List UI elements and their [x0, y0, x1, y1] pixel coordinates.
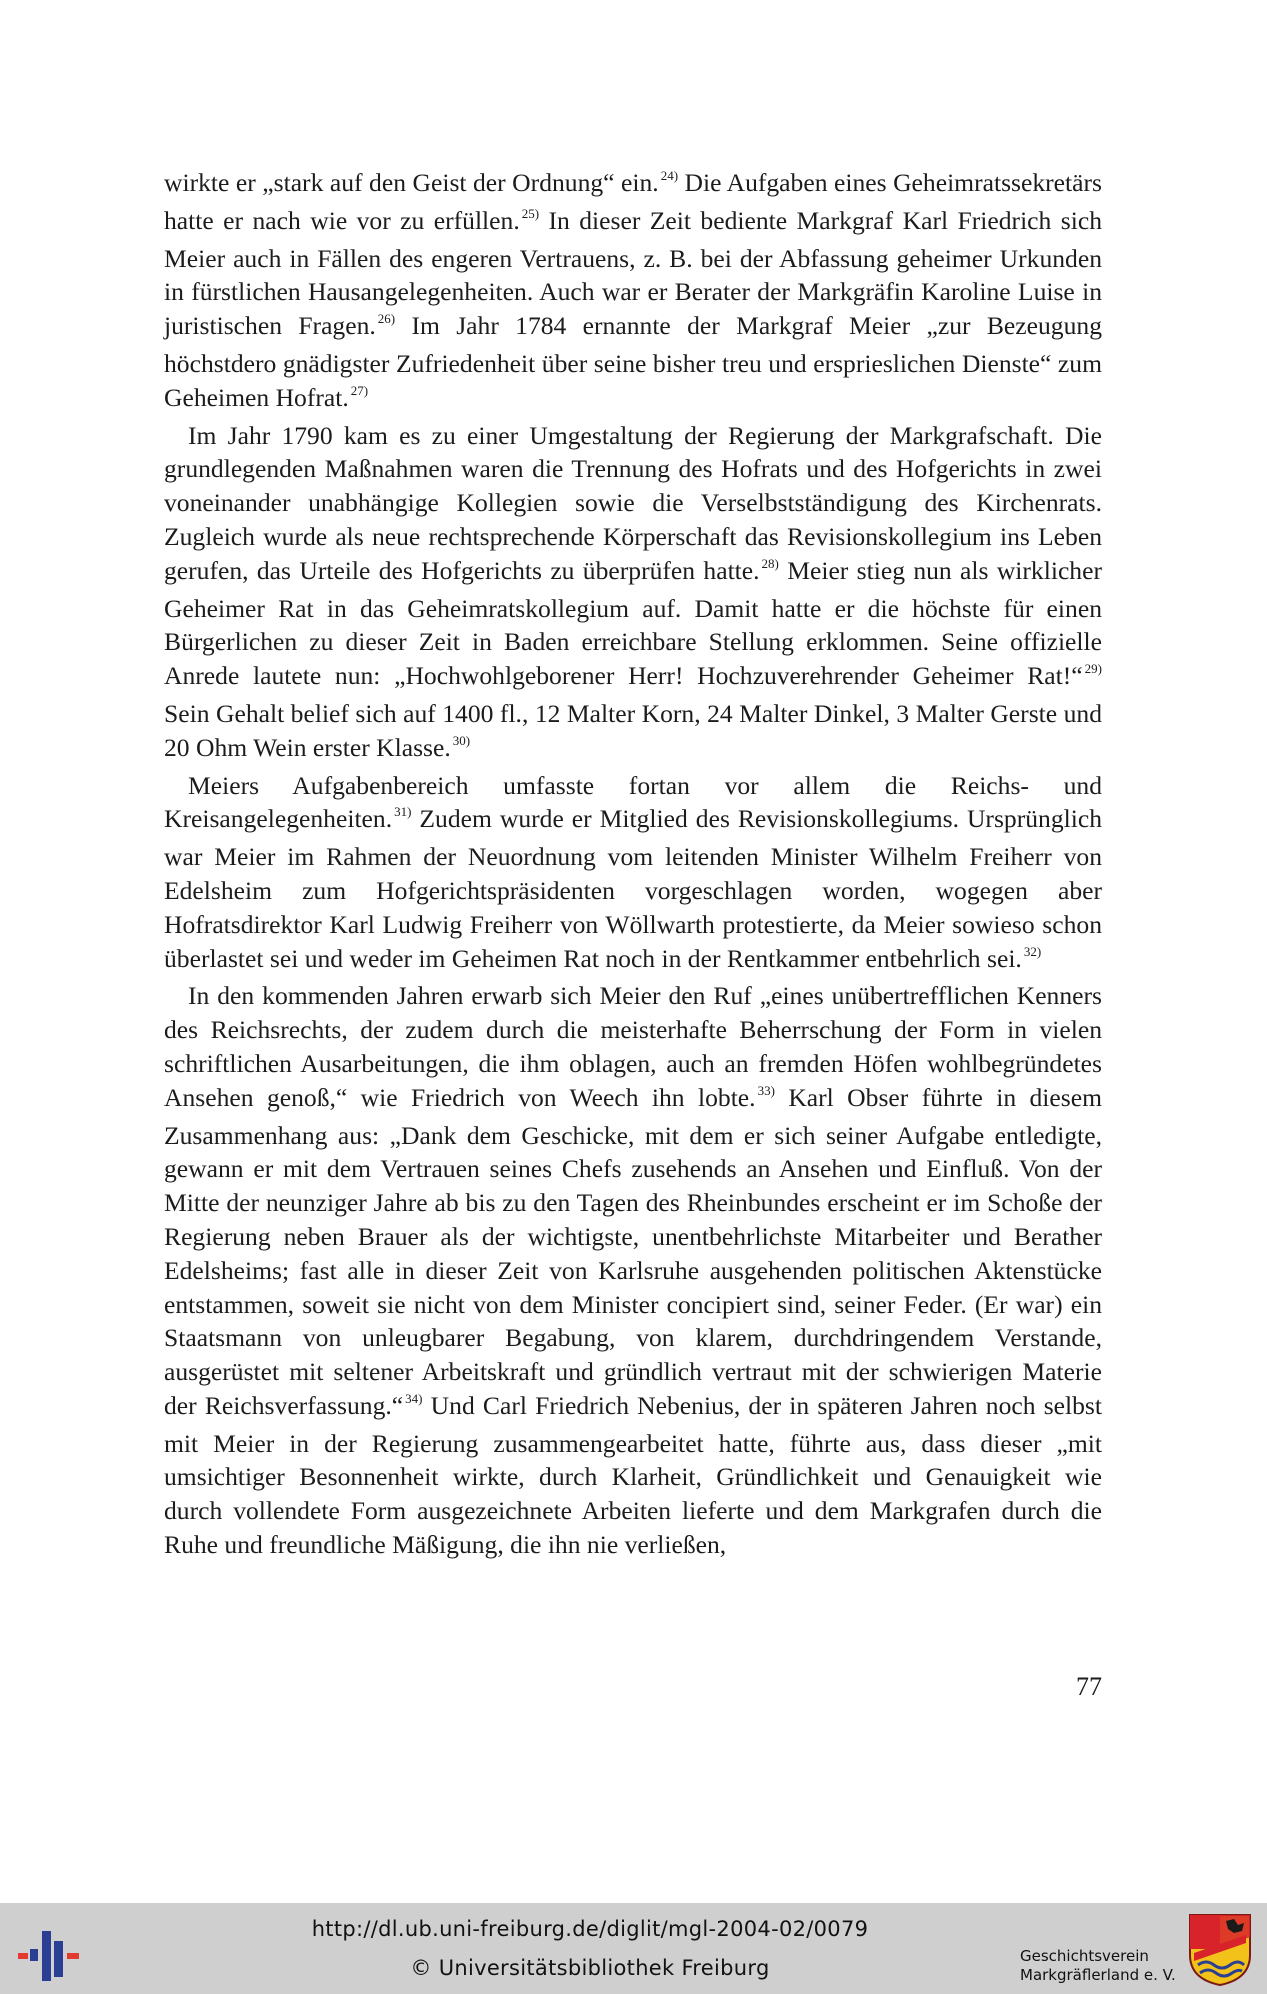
- society-name-line1: Geschichtsverein: [1020, 1947, 1149, 1965]
- footnote-reference[interactable]: 24): [660, 168, 679, 183]
- body-paragraph: [164, 769, 1102, 980]
- paragraph-text: wirkte er „stark auf den Geist der Ordnung“ ein.: [164, 168, 659, 197]
- footer-url-link[interactable]: http://dl.ub.uni-freiburg.de/diglit/mgl-2004-02/0079: [311, 1917, 869, 1941]
- body-text: [164, 166, 1102, 1562]
- footnote-reference[interactable]: 33): [757, 1082, 775, 1098]
- society-name: [1020, 1947, 1176, 1985]
- footnote-reference[interactable]: 31): [394, 804, 412, 820]
- ub-freiburg-logo-icon[interactable]: [16, 1923, 82, 1985]
- footnote-reference[interactable]: 28): [761, 555, 779, 571]
- footer-copyright: © Universitätsbibliothek Freiburg: [410, 1956, 770, 1980]
- paragraph-text: In dieser Zeit bediente Markgraf Karl Friedrich sich Meier auch in Fällen des engeren Vertrauens, z. B. bei der Abfassung geheimer Urkunden in fürstlichen Hausangelegenheiten. Auch war er Berater der Markgräfin Karoline Luise in juristischen Fragen.: [164, 205, 1102, 341]
- footnote-reference[interactable]: 34): [405, 1390, 423, 1406]
- paragraph-text: Sein Gehalt belief sich auf 1400 fl., 12 Malter Korn, 24 Malter Dinkel, 3 Malter Gerste und 20 Ohm Wein erster Klasse.: [164, 698, 1102, 762]
- coat-of-arms-icon[interactable]: [1188, 1913, 1252, 1987]
- paragraph-text: Im Jahr 1784 ernannte der Markgraf Meier „zur Bezeugung höchstdero gnädigster Zufriedenheit über seine bisher treu und ersprieslichen Dienste“ zum Geheimen Hofrat.: [164, 311, 1102, 412]
- footer-bar: [0, 1903, 1267, 1994]
- society-name-line2: Markgräflerland e. V.: [1020, 1966, 1176, 1984]
- paragraph-text: Zudem wurde er Mitglied des Revisionskollegiums. Ursprünglich war Meier im Rahmen der Neuordnung vom leitenden Minister Wilhelm Freiherr von Edelsheim zum Hofgerichtspräsidenten vorgeschlagen worden, wogegen aber Hofratsdirektor Karl Ludwig Freiherr von Wöllwarth protestierte, da Meier sowieso schon überlastet sei und weder im Geheimen Rat noch in der Rentkammer entbehrlich sei.: [164, 804, 1102, 973]
- body-paragraph: [164, 419, 1102, 769]
- paragraph-text: Im Jahr 1790 kam es zu einer Umgestaltung der Regierung der Markgrafschaft. Die grundlegenden Maßnahmen waren die Trennung des Hofrats und des Hofgerichts in zwei voneinander unabhängige Kollegien sowie die Verselbstständigung des Kirchenrats. Zugleich wurde als neue rechtsprechende Körperschaft das Revisionskollegium ins Leben gerufen, das Urteile des Hofgerichts zu überprüfen hatte.: [164, 420, 1102, 585]
- body-paragraph: [164, 979, 1102, 1562]
- footnote-reference[interactable]: 25): [521, 205, 540, 221]
- footnote-reference[interactable]: 29): [1084, 661, 1102, 677]
- paragraph-text: Und Carl Friedrich Nebenius, der in späteren Jahren noch selbst mit Meier in der Regierung zusammengearbeitet hatte, führte aus, dass dieser „mit umsichtiger Besonnenheit wirkte, durch Klarheit, Gründlichkeit und Genauigkeit wie durch vollendete Form ausgezeichnete Arbeiten lieferte und dem Markgrafen durch die Ruhe und freundliche Mäßigung, die ihn nie verließen,: [164, 1390, 1102, 1560]
- paragraph-text: Karl Obser führte in diesem Zusammenhang aus: „Dank dem Geschicke, mit dem er sich seiner Aufgabe entledigte, gewann er mit dem Vertrauen seines Chefs zusehends an Ansehen und Einfluß. Von der Mitte der neunziger Jahre ab bis zu den Tagen des Rheinbundes erscheint er im Schoße der Regierung neben Brauer als der wichtigste, unentbehrlichste Mitarbeiter und Berather Edelsheims; fast alle in dieser Zeit von Karlsruhe ausgehenden politischen Aktenstücke entstammen, soweit sie nicht von dem Minister concipiert sind, seiner Feder. (Er war) ein Staatsmann von unleugbarer Begabung, von klarem, durchdringendem Verstande, ausgerüstet mit seltener Arbeitskraft und gründlich vertraut mit der schwierigen Materie der Reichsverfassung.“: [164, 1082, 1102, 1420]
- footnote-reference[interactable]: 26): [377, 311, 396, 327]
- footnote-reference[interactable]: 27): [350, 382, 369, 398]
- paragraph-text: Meier stieg nun als wirklicher Geheimer Rat in das Geheimratskollegium auf. Damit hatte er die höchste für einen Bürgerlichen zu dieser Zeit in Baden erreichbare Stellung erklommen. Seine offizielle Anrede lautete nun: „Hochwohlgeborener Herr! Hochzuverehrender Geheimer Rat!“: [164, 555, 1102, 691]
- paragraph-text: In den kommenden Jahren erwarb sich Meier den Ruf „eines unübertrefflichen Kenners des Reichsrechts, der zudem durch die meisterhafte Beherrschung der Form in vielen schriftlichen Ausarbeitungen, die ihm oblagen, auch an fremden Höfen wohlbegründetes Ansehen genoß,“ wie Friedrich von Weech ihn lobte.: [164, 981, 1102, 1112]
- page-number: 77: [1076, 1672, 1102, 1701]
- body-paragraph: [164, 166, 1102, 419]
- footnote-reference[interactable]: 32): [1023, 943, 1042, 959]
- paragraph-text: Die Aufgaben eines Geheimratssekretärs hatte er nach wie vor zu erfüllen.: [164, 168, 1102, 235]
- paragraph-text: Meiers Aufgabenbereich umfasste fortan vor allem die Reichs- und Kreisangelegenheiten.: [164, 770, 1102, 834]
- footnote-reference[interactable]: 30): [452, 732, 471, 748]
